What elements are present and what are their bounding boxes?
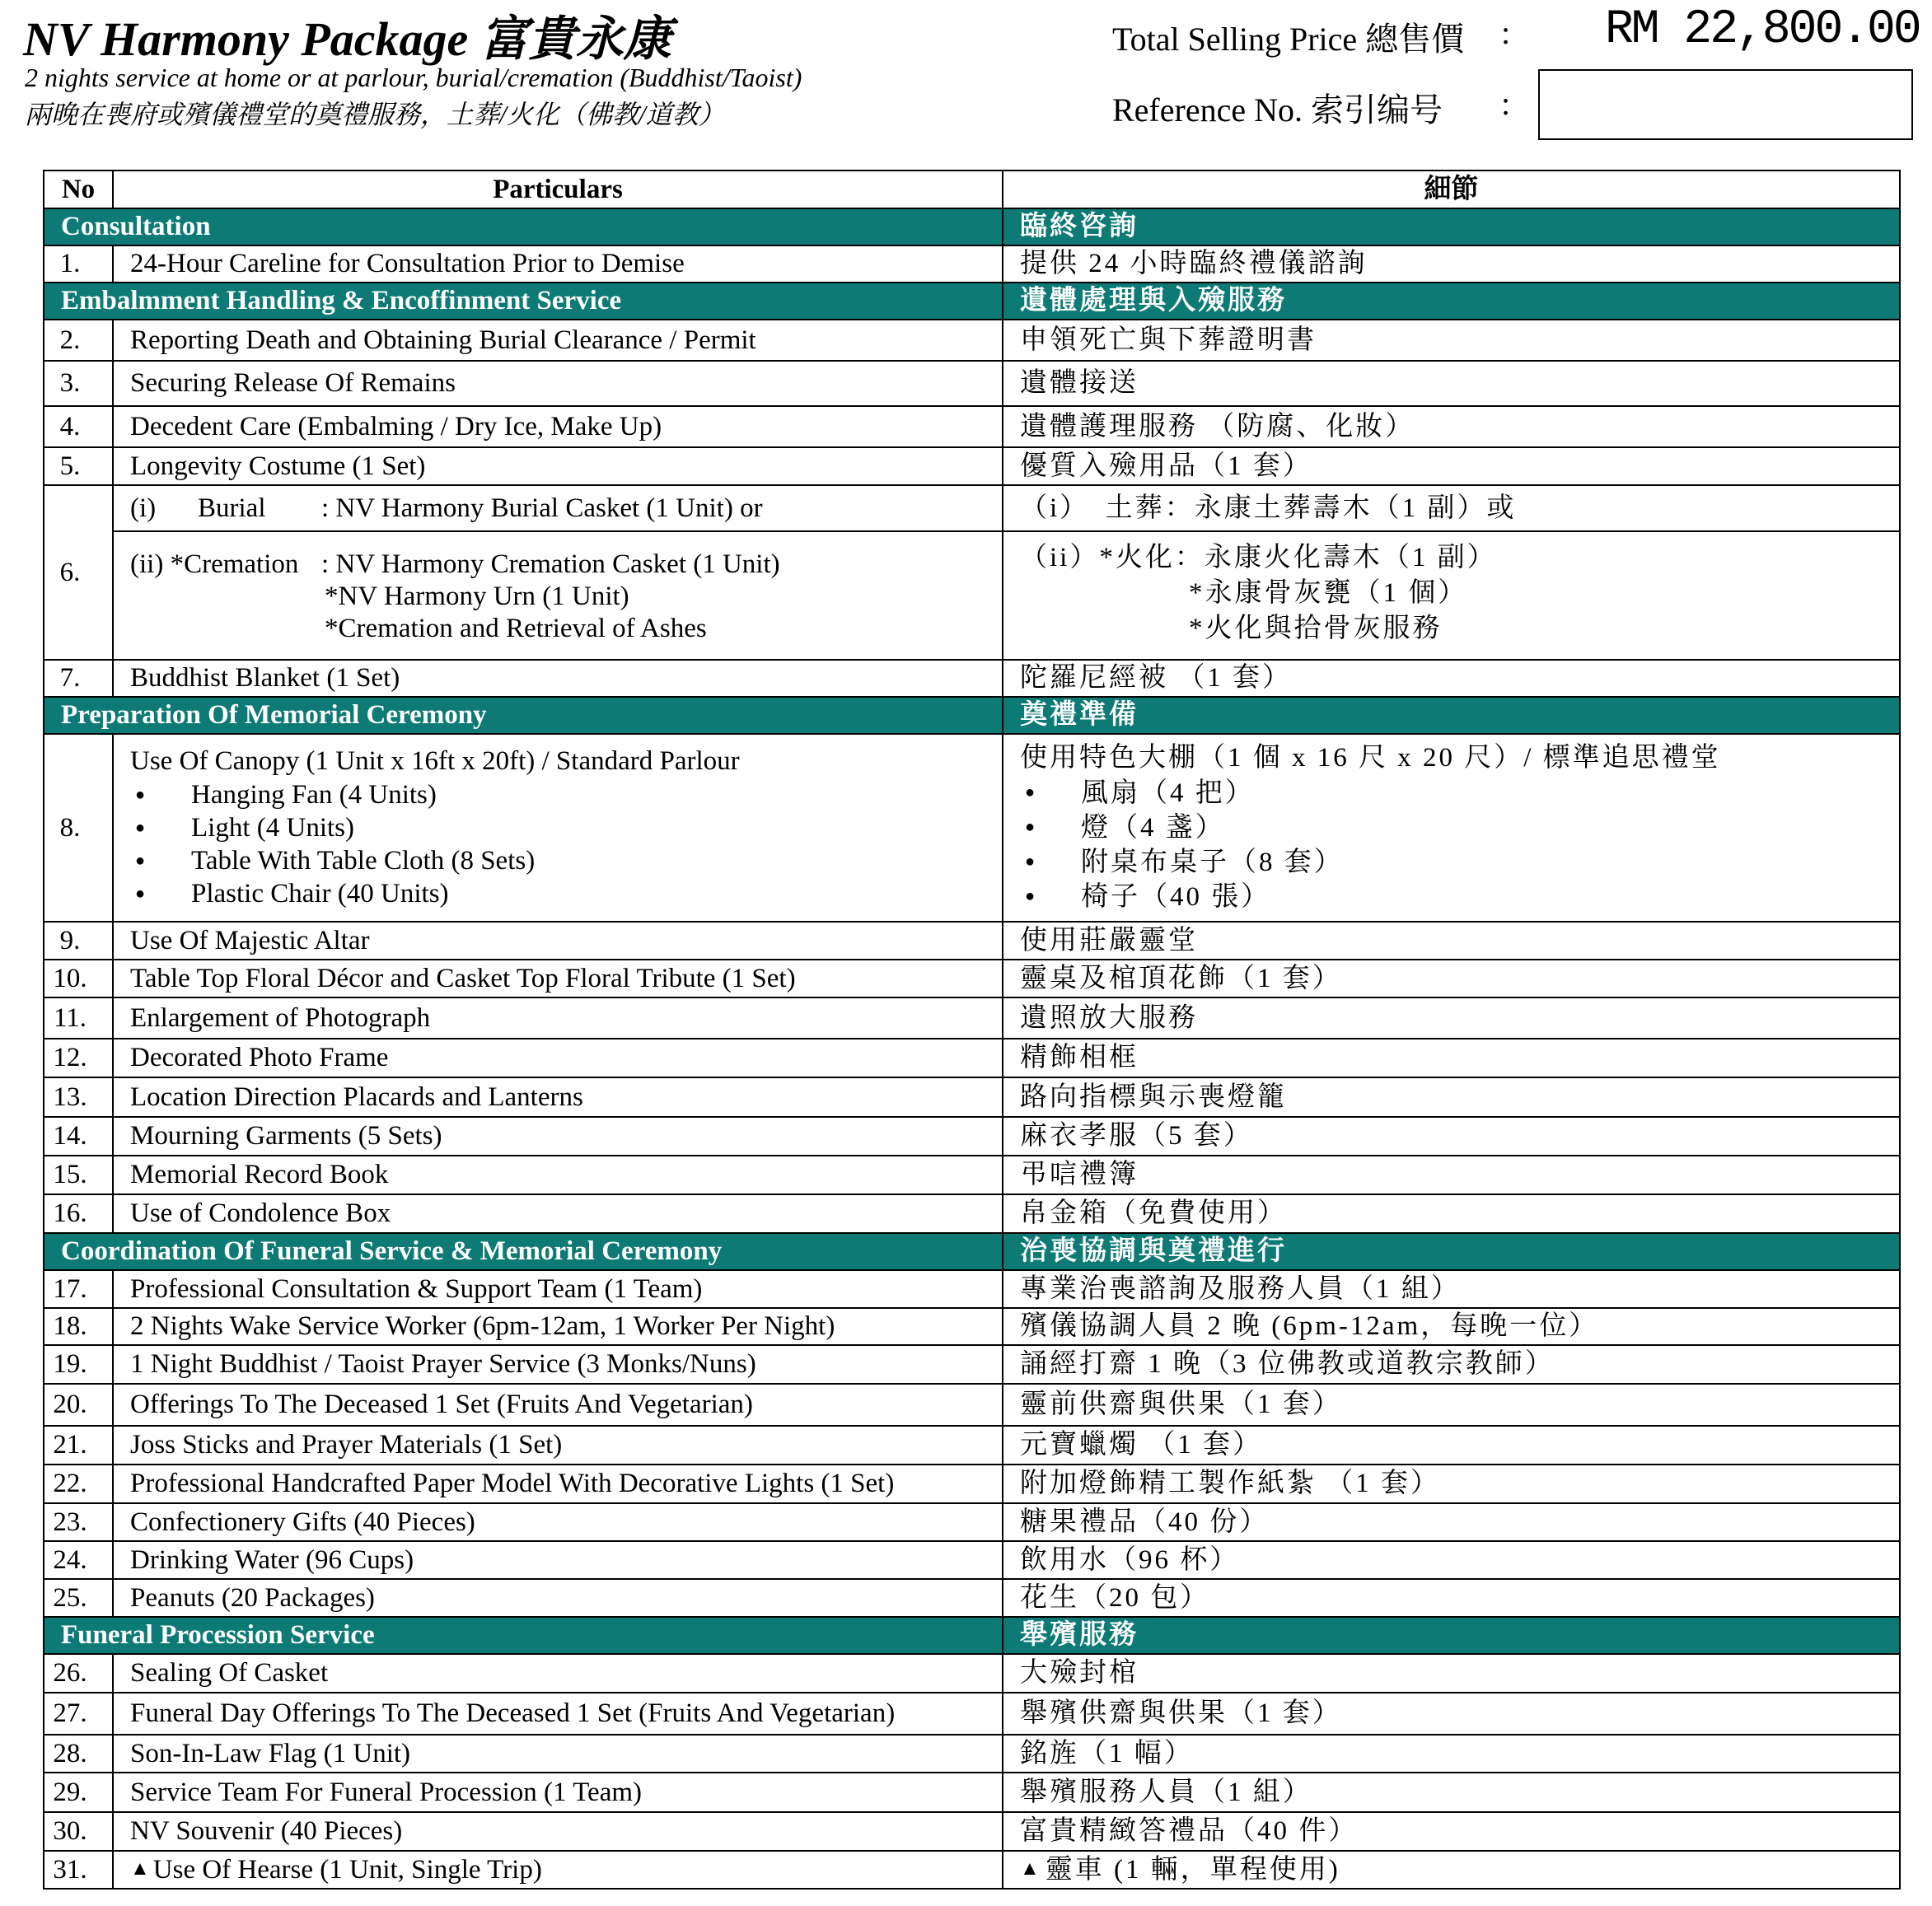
row-number: 7. — [44, 660, 113, 697]
table-row — [44, 1156, 1900, 1194]
column-header-particulars: Particulars — [113, 171, 1003, 208]
table-row — [44, 1579, 1900, 1617]
total-price-value: RM 22,800.00 — [1605, 3, 1920, 57]
row-chinese: 飲用水（96 杯） — [1003, 1541, 1900, 1579]
reference-number-field[interactable] — [1538, 69, 1913, 140]
cremation-zh-line-1: （ii）*火化：永康火化壽木（1 副） — [1020, 543, 1497, 572]
row-particulars: Service Team For Funeral Procession (1 Team) — [113, 1773, 1003, 1812]
table-row — [44, 1851, 1900, 1889]
section-title-zh: 治喪協調與奠禮進行 — [1003, 1233, 1900, 1270]
row-number: 28. — [44, 1735, 113, 1773]
list-item: ● 椅子（40 張） — [1020, 880, 1883, 914]
row-particulars: Memorial Record Book — [113, 1156, 1003, 1194]
row-number: 21. — [44, 1426, 113, 1465]
row-chinese: 陀羅尼經被 （1 套） — [1003, 660, 1900, 697]
row-chinese: 遺照放大服務 — [1003, 997, 1900, 1039]
row-chinese: 優質入殮用品（1 套） — [1003, 447, 1900, 485]
reference-colon: : — [1501, 85, 1511, 122]
section-title-zh: 遺體處理與入殮服務 — [1003, 283, 1900, 320]
package-particulars-table — [43, 170, 1901, 1890]
table-row-burial-option — [44, 485, 1900, 531]
row-number: 22. — [44, 1465, 113, 1503]
section-title-en: Consultation — [44, 208, 1003, 245]
section-row-consultation — [44, 208, 1900, 245]
row-chinese: 銘旌（1 幅） — [1003, 1735, 1900, 1773]
row-number: 3. — [44, 361, 113, 406]
table-row — [44, 361, 1900, 406]
list-item: ● 燈（4 盞） — [1020, 811, 1883, 845]
triangle-marker-icon: ▲ — [130, 1857, 150, 1880]
list-item: ● Plastic Chair (40 Units) — [130, 877, 985, 910]
row-chinese: 附加燈飾精工製作紙紮 （1 套） — [1003, 1465, 1900, 1503]
row-chinese: 靈桌及棺頂花飾（1 套） — [1003, 960, 1900, 997]
subtitle-chinese: 兩晚在喪府或殯儀禮堂的奠禮服務，土葬/火化（佛教/道教） — [25, 100, 725, 129]
row-chinese: 花生（20 包） — [1003, 1579, 1900, 1617]
list-item: ● 風扇（4 把） — [1020, 776, 1883, 811]
row-number: 24. — [44, 1541, 113, 1579]
row-number: 13. — [44, 1077, 113, 1117]
row-chinese: 靈前供齋與供果（1 套） — [1003, 1384, 1900, 1426]
row-chinese: 舉殯服務人員（1 組） — [1003, 1773, 1900, 1812]
table-row — [44, 1194, 1900, 1233]
row-chinese: 大殮封棺 — [1003, 1654, 1900, 1693]
table-row — [44, 406, 1900, 447]
table-row — [44, 447, 1900, 485]
row-particulars: Funeral Day Offerings To The Deceased 1 Set (Fruits And Vegetarian) — [113, 1693, 1003, 1735]
row-number: 12. — [44, 1039, 113, 1077]
cremation-line-2: *NV Harmony Urn (1 Unit) — [325, 581, 629, 611]
row-particulars: Reporting Death and Obtaining Burial Clearance / Permit — [113, 320, 1003, 361]
table-row — [44, 320, 1900, 361]
row-particulars: Drinking Water (96 Cups) — [113, 1541, 1003, 1579]
cremation-zh-line-3: *火化與拾骨灰服務 — [1189, 613, 1443, 643]
row-particulars: 1 Night Buddhist / Taoist Prayer Service (3 Monks/Nuns) — [113, 1345, 1003, 1384]
row-chinese — [1003, 734, 1900, 922]
row-number: 17. — [44, 1270, 113, 1308]
reference-label: Reference No. 索引编号 — [1112, 91, 1443, 128]
row-number: 16. — [44, 1194, 113, 1233]
triangle-marker-icon: ▲ — [1020, 1857, 1042, 1880]
table-header-row — [44, 171, 1900, 208]
row-chinese: 誦經打齋 1 晚（3 位佛教或道教宗教師） — [1003, 1345, 1900, 1384]
table-row — [44, 1426, 1900, 1465]
row-number: 29. — [44, 1773, 113, 1812]
row-particulars: Joss Sticks and Prayer Materials (1 Set) — [113, 1426, 1003, 1465]
row-number: 20. — [44, 1384, 113, 1426]
table-row — [44, 1077, 1900, 1117]
row-particulars: Professional Handcrafted Paper Model With Decorative Lights (1 Set) — [113, 1465, 1003, 1503]
cremation-line-3: *Cremation and Retrieval of Ashes — [325, 613, 707, 643]
section-title-zh: 奠禮準備 — [1003, 697, 1900, 734]
section-title-en: Funeral Procession Service — [44, 1617, 1003, 1654]
row-particulars: Location Direction Placards and Lanterns — [113, 1077, 1003, 1117]
cremation-zh-line-2: *永康骨灰甕（1 個） — [1189, 577, 1468, 608]
list-item: ● Table With Table Cloth (8 Sets) — [130, 844, 985, 877]
row-particulars: Professional Consultation & Support Team (1 Team) — [113, 1270, 1003, 1308]
row-particulars: Son-In-Law Flag (1 Unit) — [113, 1735, 1003, 1773]
list-item: ● Light (4 Units) — [130, 811, 985, 844]
row-chinese: 精飾相框 — [1003, 1039, 1900, 1077]
row-particulars: Enlargement of Photograph — [113, 997, 1003, 1039]
row-number: 14. — [44, 1117, 113, 1156]
table-row — [44, 1117, 1900, 1156]
table-row — [44, 1503, 1900, 1541]
table-row — [44, 960, 1900, 997]
section-row-procession — [44, 1617, 1900, 1654]
column-header-no: No — [44, 171, 113, 208]
section-title-en: Preparation Of Memorial Ceremony — [44, 697, 1003, 734]
row-particulars: Table Top Floral Décor and Casket Top Floral Tribute (1 Set) — [113, 960, 1003, 997]
row-chinese: 殯儀協調人員 2 晚 (6pm-12am，每晚一位） — [1003, 1308, 1900, 1345]
row-particulars — [113, 1851, 1003, 1889]
section-row-embalmment — [44, 283, 1900, 320]
table-row — [44, 245, 1900, 283]
table-row — [44, 1308, 1900, 1345]
row-particulars: NV Souvenir (40 Pieces) — [113, 1812, 1003, 1851]
row-number: 26. — [44, 1654, 113, 1693]
row-chinese — [1003, 1851, 1900, 1889]
row-particulars: 2 Nights Wake Service Worker (6pm-12am, 1 Worker Per Night) — [113, 1308, 1003, 1345]
table-row — [44, 1541, 1900, 1579]
canopy-bullet-list — [130, 778, 985, 911]
row-number: 2. — [44, 320, 113, 361]
table-row — [44, 1039, 1900, 1077]
row-particulars-burial — [113, 485, 1003, 531]
section-title-en: Coordination Of Funeral Service & Memorial Ceremony — [44, 1233, 1003, 1270]
section-title-zh: 臨終咨詢 — [1003, 208, 1900, 245]
row-chinese: 麻衣孝服（5 套） — [1003, 1117, 1900, 1156]
table-row — [44, 1693, 1900, 1735]
row-chinese: 糖果禮品（40 份） — [1003, 1503, 1900, 1541]
row-chinese: 申領死亡與下葬證明書 — [1003, 320, 1900, 361]
row-number: 15. — [44, 1156, 113, 1194]
row-number: 9. — [44, 922, 113, 960]
row-particulars: Confectionery Gifts (40 Pieces) — [113, 1503, 1003, 1541]
row-particulars: Decedent Care (Embalming / Dry Ice, Make Up) — [113, 406, 1003, 447]
row-chinese: 路向指標與示喪燈籠 — [1003, 1077, 1900, 1117]
option-i-label: (i) — [130, 493, 157, 523]
table-row — [44, 1345, 1900, 1384]
row-number: 4. — [44, 406, 113, 447]
row-chinese: 富貴精緻答禮品（40 件） — [1003, 1812, 1900, 1851]
row-chinese: 弔唁禮簿 — [1003, 1156, 1900, 1194]
row-number: 6. — [44, 485, 113, 660]
row-chinese: 舉殯供齋與供果（1 套） — [1003, 1693, 1900, 1735]
row-chinese: 遺體接送 — [1003, 361, 1900, 406]
table-row — [44, 1735, 1900, 1773]
row-number: 25. — [44, 1579, 113, 1617]
row-chinese: 使用莊嚴靈堂 — [1003, 922, 1900, 960]
subtitle-english: 2 nights service at home or at parlour, burial/cremation (Buddhist/Taoist) — [25, 63, 802, 92]
canopy-text: Use Of Canopy (1 Unit x 16ft x 20ft) / Standard Parlour — [130, 746, 740, 777]
row-number: 5. — [44, 447, 113, 485]
page-title: NV Harmony Package 富貴永康 — [23, 12, 671, 66]
table-row-cremation-option — [44, 531, 1900, 660]
canopy-text-zh: 使用特色大棚（1 個 x 16 尺 x 20 尺）/ 標準追思禮堂 — [1020, 743, 1721, 773]
row-number: 23. — [44, 1503, 113, 1541]
row-chinese-text: 靈車 (1 輛，單程使用) — [1045, 1854, 1340, 1885]
row-chinese: 元寶蠟燭 （1 套） — [1003, 1426, 1900, 1465]
row-number: 31. — [44, 1851, 113, 1889]
section-title-en: Embalmment Handling & Encoffinment Service — [44, 283, 1003, 320]
row-particulars: Use Of Majestic Altar — [113, 922, 1003, 960]
row-number: 1. — [44, 245, 113, 283]
row-chinese: 提供 24 小時臨終禮儀諮詢 — [1003, 245, 1900, 283]
row-particulars: 24-Hour Careline for Consultation Prior to Demise — [113, 245, 1003, 283]
row-number: 30. — [44, 1812, 113, 1851]
canopy-bullet-list-zh — [1020, 776, 1883, 915]
table-row — [44, 922, 1900, 960]
table-row-canopy — [44, 734, 1900, 922]
table-row — [44, 1384, 1900, 1426]
price-colon: : — [1501, 14, 1511, 51]
option-ii-label: (ii) *Cremation — [130, 549, 299, 579]
row-number: 11. — [44, 997, 113, 1039]
table-row — [44, 997, 1900, 1039]
row-chinese: 專業治喪諮詢及服務人員（1 組） — [1003, 1270, 1900, 1308]
column-header-chinese: 細節 — [1003, 171, 1900, 208]
row-particulars-text: Use Of Hearse (1 Unit, Single Trip) — [152, 1854, 542, 1885]
row-particulars: Sealing Of Casket — [113, 1654, 1003, 1693]
row-particulars-cremation — [113, 531, 1003, 660]
row-particulars — [113, 734, 1003, 922]
table-row — [44, 1654, 1900, 1693]
row-number: 10. — [44, 960, 113, 997]
row-number: 8. — [44, 734, 113, 922]
row-chinese-burial: （i） 土葬：永康土葬壽木（1 副）或 — [1003, 485, 1900, 531]
row-chinese-cremation — [1003, 531, 1900, 660]
cremation-line-1: : NV Harmony Cremation Casket (1 Unit) — [321, 549, 780, 579]
row-number: 19. — [44, 1345, 113, 1384]
row-particulars: Securing Release Of Remains — [113, 361, 1003, 406]
section-row-preparation — [44, 697, 1900, 734]
row-chinese: 遺體護理服務 （防腐、化妝） — [1003, 406, 1900, 447]
table-row — [44, 1773, 1900, 1812]
list-item: ● 附桌布桌子（8 套） — [1020, 845, 1883, 880]
table-row — [44, 1270, 1900, 1308]
row-chinese: 帛金箱（免費使用） — [1003, 1194, 1900, 1233]
row-particulars: Mourning Garments (5 Sets) — [113, 1117, 1003, 1156]
section-row-coordination — [44, 1233, 1900, 1270]
row-particulars: Use of Condolence Box — [113, 1194, 1003, 1233]
table-row — [44, 1465, 1900, 1503]
table-row — [44, 1812, 1900, 1851]
burial-text: : NV Harmony Burial Casket (1 Unit) or — [321, 493, 763, 523]
row-particulars: Offerings To The Deceased 1 Set (Fruits And Vegetarian) — [113, 1384, 1003, 1426]
row-particulars: Peanuts (20 Packages) — [113, 1579, 1003, 1617]
row-particulars: Longevity Costume (1 Set) — [113, 447, 1003, 485]
table-row — [44, 660, 1900, 697]
row-particulars: Buddhist Blanket (1 Set) — [113, 660, 1003, 697]
row-number: 18. — [44, 1308, 113, 1345]
section-title-zh: 舉殯服務 — [1003, 1617, 1900, 1654]
list-item: ● Hanging Fan (4 Units) — [130, 778, 985, 811]
row-particulars: Decorated Photo Frame — [113, 1039, 1003, 1077]
total-price-label: Total Selling Price 總售價 — [1112, 21, 1465, 58]
row-number: 27. — [44, 1693, 113, 1735]
burial-label: Burial — [198, 493, 266, 523]
